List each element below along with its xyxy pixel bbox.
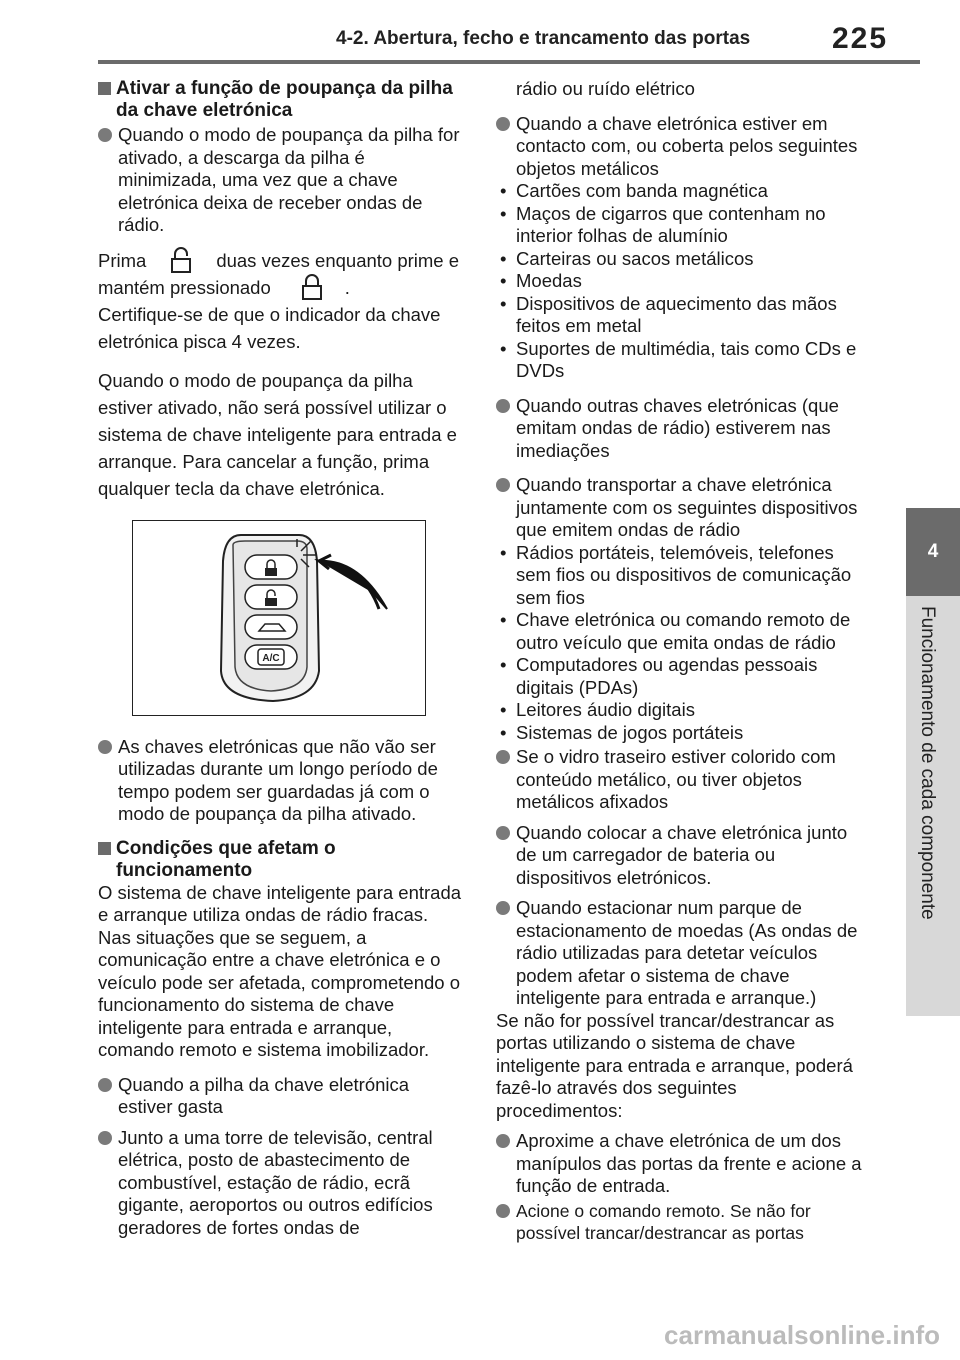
bullet-item: Junto a uma torre de televisão, central elétrica, posto de abastecimento de combustível, estação de rádio, ecrã gigante, aeroportos ou outros edifícios geradores de fortes ondas de — [98, 1127, 466, 1240]
sub-list-item: • Maços de cigarros que contenham no interior folhas de alumínio — [500, 202, 826, 246]
chapter-tab-label: Funcionamento de cada componente — [917, 606, 938, 920]
running-header: 4-2. Abertura, fecho e trancamento das portas — [336, 28, 751, 49]
round-bullet-icon — [98, 1131, 112, 1145]
bullet-item: Quando transportar a chave eletrónica juntamente com os seguintes dispositivos que emitem ondas de rádio — [496, 474, 866, 542]
square-bullet-icon — [98, 842, 111, 855]
sub-list-item: • Computadores ou agendas pessoais digitais (PDAs) — [500, 654, 818, 698]
sub-list-item: • Dispositivos de aquecimento das mãos feitos em metal — [500, 292, 837, 336]
continued-text: rádio ou ruído elétrico — [516, 78, 695, 99]
square-bullet-icon — [98, 82, 111, 95]
sub-list-item: • Rádios portáteis, telemóveis, telefones sem fios ou dispositivos de comunicação sem fios — [500, 541, 852, 608]
lock-icon — [170, 247, 192, 273]
round-bullet-icon — [98, 740, 112, 754]
sub-list-item: • Leitores áudio digitais — [500, 699, 695, 720]
watermark: carmanualsonline.info — [664, 1320, 940, 1350]
round-bullet-icon — [496, 399, 510, 413]
round-bullet-icon — [496, 1134, 510, 1148]
section-heading: Ativar a função de poupança da pilha da chave eletrónica — [98, 78, 466, 122]
right-column — [496, 78, 866, 1245]
round-bullet-icon — [98, 128, 112, 142]
bullet-item: Quando outras chaves eletrónicas (que emitam ondas de rádio) estiverem nas imediações — [496, 395, 866, 463]
round-bullet-icon — [98, 1078, 112, 1092]
chapter-tab — [906, 596, 960, 1016]
paragraph: Se não for possível trancar/destrancar as portas utilizando o sistema de chave inteligente para entrada e arranque, poderá fazê-lo através dos seguintes procedimentos: — [496, 1009, 853, 1121]
bullet-item: Quando a pilha da chave eletrónica estiver gasta — [98, 1074, 466, 1119]
bullet-item: Quando a chave eletrónica estiver em contacto com, ou coberta pelos seguintes objetos metálicos — [496, 113, 866, 181]
instruction-paragraph: Prima duas vezes enquanto prime e mantém pressionado . Certifique-se de que o indicador da chave eletrónica pisca 4 vezes. — [98, 247, 466, 355]
page-number: 225 — [832, 22, 889, 55]
key-illustration — [132, 520, 426, 716]
paragraph: Quando o modo de poupança da pilha estiver ativado, não será possível utilizar o sistema de chave inteligente para entrada e arranque. Para cancelar a função, prima qualquer tecla da chave eletrónica. — [98, 369, 457, 499]
bullet-item: Quando o modo de poupança da pilha for ativado, a descarga da pilha é minimizada, uma vez que a chave eletrónica deixa de receber ondas de rádio. — [98, 124, 466, 237]
left-column — [98, 78, 466, 1239]
header-rule — [98, 60, 920, 64]
bullet-item: Se o vidro traseiro estiver colorido com conteúdo metálico, ou tiver objetos metálicos afixados — [496, 746, 866, 814]
sub-list — [496, 180, 866, 383]
round-bullet-icon — [496, 901, 510, 915]
ac-button-label: A/C — [262, 652, 280, 664]
bullet-item: Acione o comando remoto. Se não for possível trancar/destrancar as portas — [496, 1200, 866, 1245]
sub-list-item: • Cartões com banda magnética — [500, 180, 768, 201]
sub-list-item: • Moedas — [500, 270, 582, 291]
bullet-item: As chaves eletrónicas que não vão ser utilizadas durante um longo período de tempo podem ser guardadas já com o modo de poupança da pilha ativado. — [98, 736, 466, 826]
sub-list — [496, 542, 866, 745]
round-bullet-icon — [496, 826, 510, 840]
sub-list-item: • Sistemas de jogos portáteis — [500, 721, 744, 743]
round-bullet-icon — [496, 1204, 510, 1218]
round-bullet-icon — [496, 117, 510, 131]
paragraph: O sistema de chave inteligente para entrada e arranque utiliza ondas de rádio fracas. Nas situações que se seguem, a comunicação entre a chave eletrónica e o veículo pode ser afetada, comprometendo o funcionamento do sistema de chave inteligente para entrada e arranque, comando remoto e sistema imobilizador. — [98, 881, 462, 1060]
bullet-item: Quando estacionar num parque de estacionamento de moedas (As ondas de rádio utilizadas para detetar veículos podem afetar o sistema de chave inteligente para entrada e arranque.) — [496, 897, 866, 1010]
sub-list-item: • Chave eletrónica ou comando remoto de outro veículo que emita ondas de rádio — [500, 609, 851, 653]
sub-list-item: • Carteiras ou sacos metálicos — [500, 247, 754, 269]
section-heading: Condições que afetam o funcionamento — [98, 838, 466, 882]
bullet-item: Quando colocar a chave eletrónica junto de um carregador de bateria ou dispositivos eletrónicos. — [496, 822, 866, 890]
round-bullet-icon — [496, 478, 510, 492]
bullet-item: Aproxime a chave eletrónica de um dos manípulos das portas da frente e acione a função de entrada. — [496, 1130, 866, 1198]
instruction-note: Certifique-se de que o indicador da chave eletrónica pisca 4 vezes. — [98, 303, 441, 352]
sub-list-item: • Suportes de multimédia, tais como CDs e DVDs — [500, 337, 857, 381]
lock-icon — [301, 274, 323, 300]
round-bullet-icon — [496, 750, 510, 764]
chapter-tab-number: 4 — [906, 508, 960, 596]
